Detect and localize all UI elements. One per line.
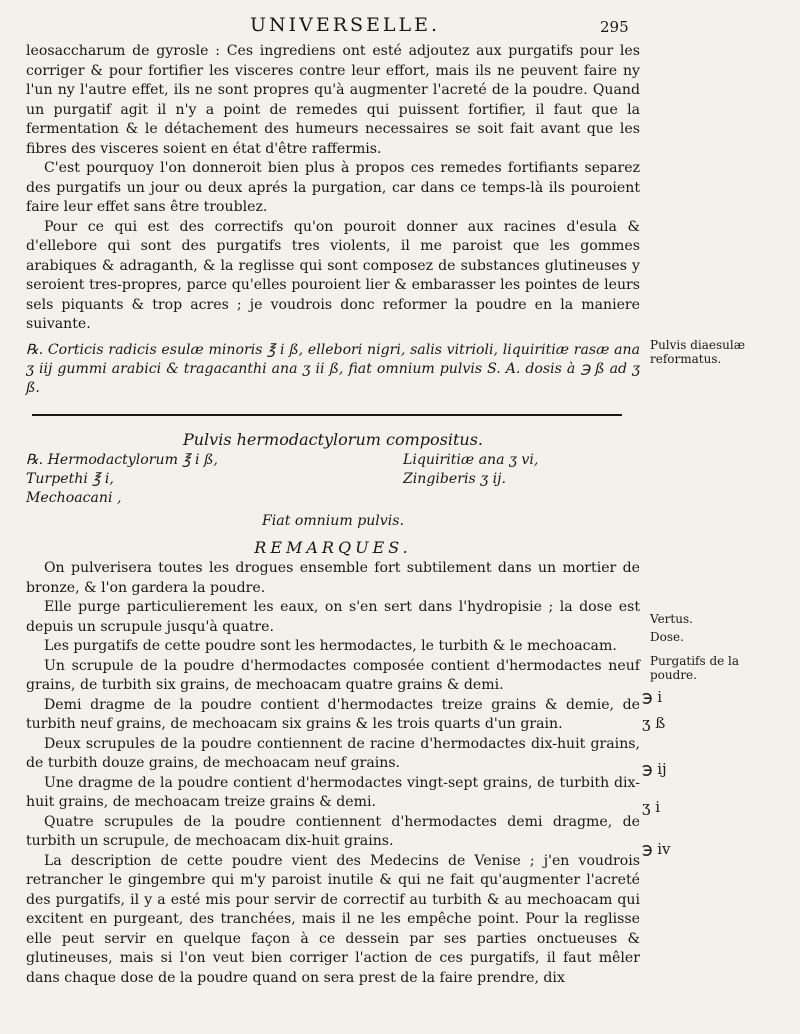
remark-paragraph: Une dragme de la poudre contient d'hermodactes vingt-sept grains, de turbith dix-huit grains, de mechoacam treize grains & demi. [26, 774, 640, 810]
margin-note-pulvis: Pulvis diaesulæ reformatus. [650, 338, 746, 366]
remark-paragraph: Les purgatifs de cette poudre sont les hermodactes, le turbith & le mechoacam. [44, 638, 617, 654]
margin-note-purgatifs: Purgatifs de la poudre. [650, 654, 740, 682]
remark-paragraph: Elle purge particulierement les eaux, on s'en sert dans l'hydropisie ; la dose est depuis un scrupule jusqu'à quatre. [26, 599, 640, 635]
running-title: UNIVERSELLE. [250, 14, 441, 36]
section-divider [32, 414, 622, 416]
formula-instruction: Fiat omnium pulvis. [262, 513, 404, 529]
page-number: 295 [600, 18, 629, 36]
dose-marker: ℈ i [642, 688, 663, 706]
remarques-heading: REMARQUES. [254, 537, 412, 557]
remark-paragraph: Demi dragme de la poudre contient d'hermodactes treize grains & demie, de turbith neuf grains, de mechoacam six grains & les trois quarts d'un grain. [26, 696, 640, 732]
remark-paragraph: Deux scrupules de la poudre contiennent de racine d'hermodactes dix-huit grains, de turbith douze grains, de mechoacam neuf grains. [26, 735, 640, 771]
ingredient: Turpethi ℥ i, [26, 471, 114, 487]
ingredient-column-right [333, 451, 640, 508]
dose-marker: ℈ iv [642, 840, 671, 858]
ingredient: Zingiberis ʒ ij. [403, 471, 507, 487]
remark-paragraph: On pulverisera toutes les drogues ensemble fort subtilement dans un mortier de bronze, & l'on gardera la poudre. [26, 560, 640, 596]
margin-note-dose: Dose. [650, 630, 684, 644]
main-text [26, 42, 640, 988]
ingredient: Mechoacani , [26, 490, 122, 506]
ingredient-list [26, 451, 640, 508]
page-header [0, 14, 800, 42]
ingredient: ℞. Hermodactylorum ℥ i ß, [26, 452, 218, 468]
margin-note-vertus: Vertus. [650, 612, 693, 626]
dose-marker: ʒ ß [642, 714, 666, 732]
ingredient: Liquiritiæ ana ʒ vi, [403, 452, 539, 468]
recipe-text: ℞. Corticis radicis esulæ minoris ℥ i ß, ellebori nigri, salis vitrioli, liquiritiæ rasæ ana ʒ iij gummi arabici & tragacanthi ana ʒ ii ß, fiat omnium pulvis S. A. dosis à ℈ ß ad ʒ ß. [26, 341, 640, 396]
paragraph: C'est pourquoy l'on donneroit bien plus à propos ces remedes fortifiants separez des purgatifs un jour ou deux aprés la purgation, car dans ce temps-là ils pouroient faire leur effet sans être troublez. [26, 160, 640, 215]
paragraph: leosaccharum de gyrosle : Ces ingrediens ont esté adjoutez aux purgatifs pour les corriger & pour fortifier les visceres contre leur effort, mais ils ne peuvent faire ny l'un ny l'autre effet, ils ne sont propres qu'à augmenter l'acreté de la poudre. Quand un purgatif agit il n'y a point de remedes qui puissent fortifier, il faut que la fermentation & le détachement des humeurs necessaires se soit fait avant que les fibres des visceres soient en état d'être raffermis. [26, 43, 640, 157]
remark-paragraph: La description de cette poudre vient des Medecins de Venise ; j'en voudrois retrancher le gingembre qui m'y paroist inutile & qui ne fait qu'augmenter l'acreté des purgatifs, il y a esté mis pour servir de correctif au turbith & au mechoacam qui excitent en purgeant, des tranchées, mais il ne les empêche point. Pour la reglisse elle peut servir en quelque façon à ce dessein par ses parties onctueuses & glutineuses, mais si l'on veut bien corriger l'action de ces purgatifs, il faut mêler dans chaque dose de la poudre quand on sera prest de la faire prendre, dix [26, 852, 640, 986]
formula-title: Pulvis hermodactylorum compositus. [182, 429, 484, 449]
ingredient-column-left [26, 451, 333, 508]
dose-marker: ʒ i [642, 798, 661, 816]
remark-paragraph: Quatre scrupules de la poudre contiennent d'hermodactes demi dragme, de turbith un scrupule, de mechoacam dix-huit grains. [26, 813, 640, 849]
dose-marker: ℈ ij [642, 760, 667, 778]
remark-paragraph: Un scrupule de la poudre d'hermodactes composée contient d'hermodactes neuf grains, de turbith six grains, de mechoacam quatre grains & demi. [26, 657, 640, 693]
paragraph: Pour ce qui est des correctifs qu'on pouroit donner aux racines d'esula & d'ellebore qui sont des purgatifs tres violents, il me paroist que les gommes arabiques & adraganth, & la reglisse qui sont composez de substances glutineuses y seroient tres-propres, parce qu'elles pouroient lier & embarasser les pointes de leurs sels piquants & trop acres ; je voudrois donc reformer la poudre en la maniere suivante. [26, 218, 640, 332]
